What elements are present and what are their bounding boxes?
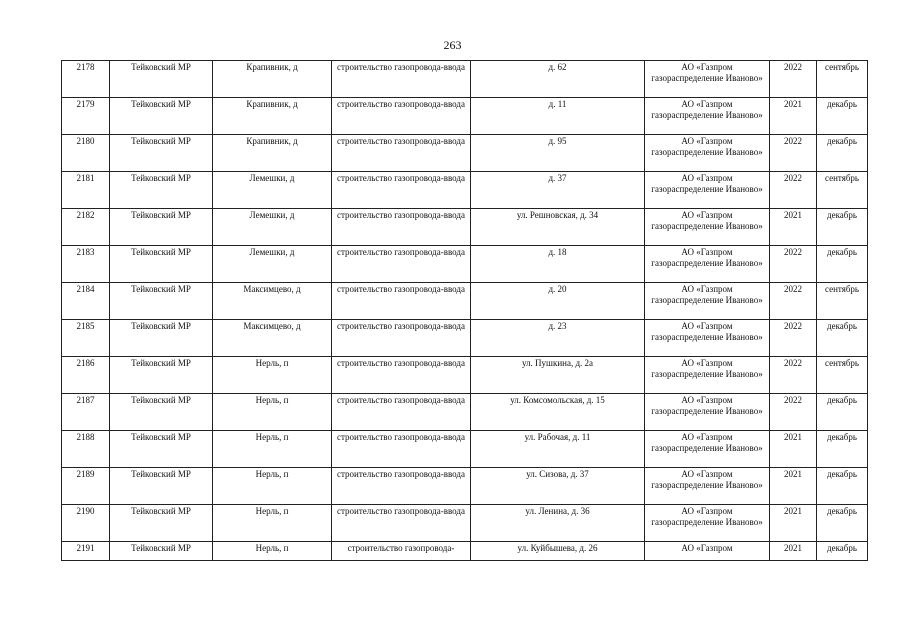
- operator-cell: АО «Газпром газораспределение Иваново»: [645, 357, 770, 394]
- operator-cell: АО «Газпром газораспределение Иваново»: [645, 209, 770, 246]
- table-row: [62, 542, 868, 561]
- district-cell: Тейковский МР: [110, 246, 213, 283]
- district-cell: Тейковский МР: [110, 357, 213, 394]
- settlement-cell: Нерль, п: [213, 468, 332, 505]
- settlement-cell: Крапивник, д: [213, 98, 332, 135]
- address-cell: д. 62: [471, 61, 645, 98]
- address-cell: ул. Комсомольская, д. 15: [471, 394, 645, 431]
- settlement-cell: Лемешки, д: [213, 246, 332, 283]
- settlement-cell: Нерль, п: [213, 505, 332, 542]
- settlement-cell: Лемешки, д: [213, 209, 332, 246]
- operator-cell: АО «Газпром газораспределение Иваново»: [645, 431, 770, 468]
- row-number: 2189: [62, 468, 110, 505]
- month-cell: декабрь: [817, 542, 868, 561]
- year-cell: 2022: [770, 172, 817, 209]
- settlement-cell: Максимцево, д: [213, 320, 332, 357]
- settlement-cell: Нерль, п: [213, 394, 332, 431]
- district-cell: Тейковский МР: [110, 542, 213, 561]
- row-number: 2186: [62, 357, 110, 394]
- work-type-cell: строительство газопровода-ввода: [332, 209, 471, 246]
- district-cell: Тейковский МР: [110, 431, 213, 468]
- work-type-cell: строительство газопровода-ввода: [332, 61, 471, 98]
- table-row: [62, 209, 868, 246]
- month-cell: декабрь: [817, 468, 868, 505]
- settlement-cell: Нерль, п: [213, 357, 332, 394]
- year-cell: 2021: [770, 505, 817, 542]
- year-cell: 2021: [770, 209, 817, 246]
- operator-cell: АО «Газпром газораспределение Иваново»: [645, 246, 770, 283]
- operator-cell: АО «Газпром газораспределение Иваново»: [645, 61, 770, 98]
- operator-cell: АО «Газпром газораспределение Иваново»: [645, 394, 770, 431]
- address-cell: д. 23: [471, 320, 645, 357]
- row-number: 2180: [62, 135, 110, 172]
- gasification-table: [61, 60, 868, 561]
- month-cell: сентябрь: [817, 61, 868, 98]
- district-cell: Тейковский МР: [110, 61, 213, 98]
- table-row: [62, 468, 868, 505]
- year-cell: 2022: [770, 135, 817, 172]
- table-row: [62, 431, 868, 468]
- month-cell: декабрь: [817, 209, 868, 246]
- year-cell: 2021: [770, 468, 817, 505]
- operator-cell: АО «Газпром газораспределение Иваново»: [645, 98, 770, 135]
- district-cell: Тейковский МР: [110, 172, 213, 209]
- address-cell: д. 20: [471, 283, 645, 320]
- year-cell: 2022: [770, 246, 817, 283]
- address-cell: д. 18: [471, 246, 645, 283]
- table-row: [62, 98, 868, 135]
- row-number: 2184: [62, 283, 110, 320]
- work-type-cell: строительство газопровода-ввода: [332, 135, 471, 172]
- table-row: [62, 357, 868, 394]
- settlement-cell: Крапивник, д: [213, 135, 332, 172]
- row-number: 2185: [62, 320, 110, 357]
- settlement-cell: Крапивник, д: [213, 61, 332, 98]
- year-cell: 2022: [770, 320, 817, 357]
- address-cell: ул. Рабочая, д. 11: [471, 431, 645, 468]
- work-type-cell: строительство газопровода-ввода: [332, 98, 471, 135]
- month-cell: декабрь: [817, 505, 868, 542]
- operator-cell: АО «Газпром газораспределение Иваново»: [645, 468, 770, 505]
- district-cell: Тейковский МР: [110, 320, 213, 357]
- month-cell: декабрь: [817, 98, 868, 135]
- work-type-cell: строительство газопровода-ввода: [332, 283, 471, 320]
- year-cell: 2021: [770, 98, 817, 135]
- work-type-cell: строительство газопровода-ввода: [332, 357, 471, 394]
- district-cell: Тейковский МР: [110, 283, 213, 320]
- work-type-cell: строительство газопровода-ввода: [332, 505, 471, 542]
- month-cell: декабрь: [817, 246, 868, 283]
- address-cell: ул. Куйбышева, д. 26: [471, 542, 645, 561]
- settlement-cell: Нерль, п: [213, 542, 332, 561]
- table-row: [62, 394, 868, 431]
- settlement-cell: Максимцево, д: [213, 283, 332, 320]
- row-number: 2187: [62, 394, 110, 431]
- table-row: [62, 320, 868, 357]
- district-cell: Тейковский МР: [110, 505, 213, 542]
- operator-cell: АО «Газпром газораспределение Иваново»: [645, 505, 770, 542]
- year-cell: 2022: [770, 357, 817, 394]
- district-cell: Тейковский МР: [110, 209, 213, 246]
- work-type-cell: строительство газопровода-ввода: [332, 394, 471, 431]
- operator-cell: АО «Газпром газораспределение Иваново»: [645, 283, 770, 320]
- row-number: 2188: [62, 431, 110, 468]
- table-body: [62, 61, 868, 561]
- year-cell: 2021: [770, 431, 817, 468]
- district-cell: Тейковский МР: [110, 98, 213, 135]
- row-number: 2191: [62, 542, 110, 561]
- address-cell: ул. Пушкина, д. 2а: [471, 357, 645, 394]
- month-cell: сентябрь: [817, 283, 868, 320]
- address-cell: ул. Ленина, д. 36: [471, 505, 645, 542]
- month-cell: декабрь: [817, 431, 868, 468]
- page-number: 263: [443, 38, 462, 52]
- operator-cell: АО «Газпром газораспределение Иваново»: [645, 172, 770, 209]
- row-number: 2178: [62, 61, 110, 98]
- operator-cell: АО «Газпром газораспределение Иваново»: [645, 135, 770, 172]
- district-cell: Тейковский МР: [110, 135, 213, 172]
- table-row: [62, 505, 868, 542]
- month-cell: сентябрь: [817, 357, 868, 394]
- row-number: 2190: [62, 505, 110, 542]
- month-cell: декабрь: [817, 320, 868, 357]
- work-type-cell: строительство газопровода-ввода: [332, 320, 471, 357]
- row-number: 2179: [62, 98, 110, 135]
- work-type-cell: строительство газопровода-: [332, 542, 471, 561]
- table-row: [62, 135, 868, 172]
- settlement-cell: Нерль, п: [213, 431, 332, 468]
- work-type-cell: строительство газопровода-ввода: [332, 431, 471, 468]
- address-cell: ул. Сизова, д. 37: [471, 468, 645, 505]
- address-cell: ул. Решновская, д. 34: [471, 209, 645, 246]
- table-row: [62, 61, 868, 98]
- row-number: 2181: [62, 172, 110, 209]
- year-cell: 2022: [770, 61, 817, 98]
- table-row: [62, 172, 868, 209]
- table-row: [62, 246, 868, 283]
- month-cell: сентябрь: [817, 172, 868, 209]
- month-cell: декабрь: [817, 135, 868, 172]
- address-cell: д. 11: [471, 98, 645, 135]
- row-number: 2182: [62, 209, 110, 246]
- operator-cell: АО «Газпром: [645, 542, 770, 561]
- work-type-cell: строительство газопровода-ввода: [332, 246, 471, 283]
- work-type-cell: строительство газопровода-ввода: [332, 172, 471, 209]
- district-cell: Тейковский МР: [110, 468, 213, 505]
- month-cell: декабрь: [817, 394, 868, 431]
- district-cell: Тейковский МР: [110, 394, 213, 431]
- year-cell: 2022: [770, 394, 817, 431]
- address-cell: д. 95: [471, 135, 645, 172]
- address-cell: д. 37: [471, 172, 645, 209]
- work-type-cell: строительство газопровода-ввода: [332, 468, 471, 505]
- table-row: [62, 283, 868, 320]
- year-cell: 2022: [770, 283, 817, 320]
- settlement-cell: Лемешки, д: [213, 172, 332, 209]
- operator-cell: АО «Газпром газораспределение Иваново»: [645, 320, 770, 357]
- row-number: 2183: [62, 246, 110, 283]
- year-cell: 2021: [770, 542, 817, 561]
